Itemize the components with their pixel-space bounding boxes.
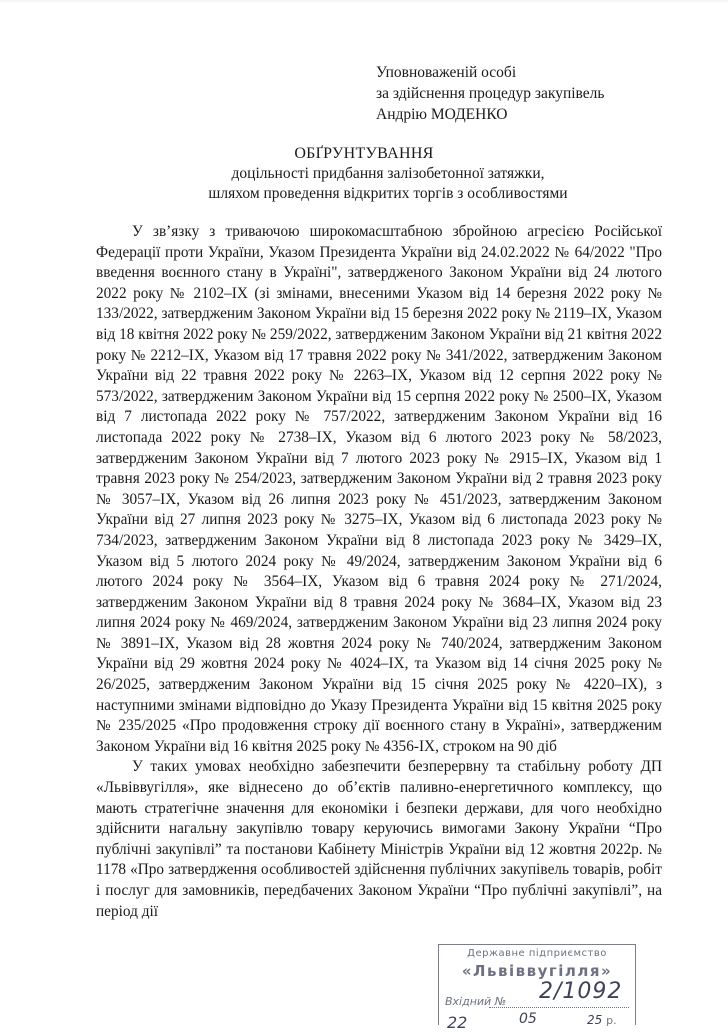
document-subtitle (170, 164, 606, 203)
subtitle-line-2: шляхом проведення відкритих торгів з особливостями (208, 184, 568, 202)
addressee-line-2: за здійснення процедур закупівель (376, 85, 605, 102)
body-paragraph-2: У таких умовах необхідно забезпечити безперервну та стабільну роботу ДП «Львіввугілля», яке віднесено до об’єктів паливно-енергетичного комплексу, що мають стратегічне значення для економіки і безпеки держави, для чого необхідно здійснити нагальну закупівлю товару керуючись вимогами Закону України “Про публічні закупівлі” та постанови Кабінету Міністрів України від 12 жовтня 2022р. № 1178 «Про затвердження особливостей здійснення публічних закупівель товарів, робіт і послуг для замовників, передбачених Законом України “Про публічні закупівлі”, на період дії (96, 758, 662, 920)
stamp-year (587, 1013, 617, 1027)
stamp-day: 22 (447, 1013, 468, 1032)
stamp-month: 05 (519, 1011, 537, 1027)
addressee-line-3: Андрію МОДЕНКО (376, 106, 508, 123)
stamp-year-value: 25 (587, 1013, 603, 1027)
scan-edge (0, 0, 728, 3)
stamp-incoming-number: 2/1092 (539, 979, 623, 1004)
addressee-block (376, 62, 604, 125)
document-title: ОБҐРУНТУВАННЯ (294, 145, 434, 162)
stamp-number-line (489, 1007, 629, 1008)
subtitle-line-1: доцільності придбання залізобетонної затяжки, (231, 165, 545, 182)
document-body (96, 222, 662, 922)
stamp-incoming-label: Вхідний № (445, 995, 507, 1008)
registration-stamp (438, 944, 636, 1032)
body-paragraph-1: У зв’язку з триваючою широкомасштабною збройною агресією Російської Федерації проти України, Указом Президента України від 24.02.2022 № 64/2022 "Про введення воєнного стану в Україні", затвердженого Законом України від 24 лютого 2022 року № 2102–IX (зі змінами, внесеними Указом від 14 березня 2022 року № 133/2022, затвердженим Законом України від 15 березня 2022 року № 2119–IX, Указом від 18 квітня 2022 року № 259/2022, затвердженим Законом України від 21 квітня 2022 року № 2212–IX, Указом від 17 травня 2022 року № 341/2022, затвердженим Законом України від 22 травня 2022 року № 2263–IX, Указом від 12 серпня 2022 року № 573/2022, затвердженим Законом України від 15 серпня 2022 року № 2500–IX, Указом від 7 листопада 2022 року № 757/2022, затвердженим Законом України від 16 листопада 2022 року № 2738–IX, Указом від 6 лютого 2023 року № 58/2023, затвердженим Законом України від 7 лютого 2023 року № 2915–IX, Указом від 1 травня 2023 року № 254/2023, затвердженим Законом України від 2 травня 2023 року № 3057–IX, Указом від 26 липня 2023 року № 451/2023, затвердженим Законом України від 27 липня 2023 року № 3275–IX, Указом від 6 листопада 2023 року № 734/2023, затвердженим Законом України від 8 листопада 2023 року № 3429–IX, Указом від 5 лютого 2024 року № 49/2024, затвердженим Законом України від 6 лютого 2024 року № 3564–IX, Указом від 6 травня 2024 року № 271/2024, затвердженим Законом України від 8 травня 2024 року № 3684–IX, Указом від 23 липня 2024 року № 469/2024, затвердженим Законом України від 23 липня 2024 року № 3891–IX, Указом від 28 жовтня 2024 року № 740/2024, затвердженим Законом України від 29 жовтня 2024 року № 4024–IX, та Указом від 14 січня 2025 року № 26/2025, затвердженим Законом України від 15 січня 2025 року № 4220–IX), з наступними змінами відповідно до Указу Президента України від 15 квітня 2025 року № 235/2025 «Про продовження строку дії воєнного стану в Україні», затвердженим Законом України від 16 квітня 2025 року № 4356-IX, строком на 90 діб (96, 223, 662, 755)
addressee-line-1: Уповноваженій особі (376, 64, 517, 81)
stamp-enterprise-type: Державне підприємство (467, 948, 607, 959)
stamp-year-suffix: р. (606, 1014, 617, 1027)
stamp-enterprise-name: «Львіввугілля» (461, 962, 613, 980)
